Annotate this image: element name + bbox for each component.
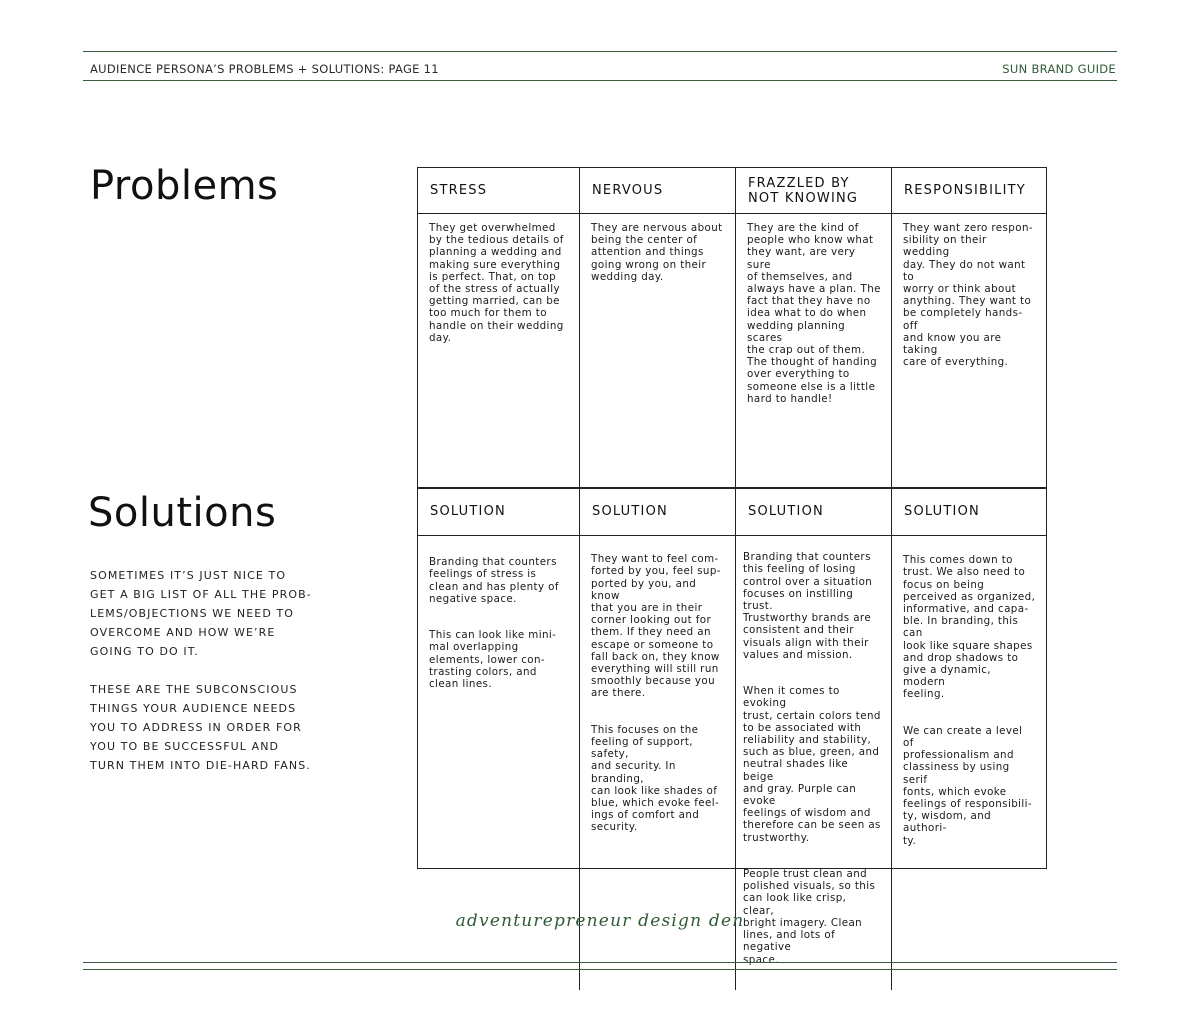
solution-paragraph: Branding that counters feelings of stress is clean and has plenty of negative space. <box>429 556 559 605</box>
footer-bottom-rule <box>83 969 1117 970</box>
problem-text-frazzled: They are the kind of people who know what they want, are very sure of themselves, and always have a plan. The fact that they have no idea what to do when wedding planning scares the crap out of them. The thought of handing over everything to someone else is a little hard to handle! <box>736 214 892 488</box>
solution-paragraph: People trust clean and polished visuals, so this can look like crisp, clear, bright imagery. Clean lines, and lots of negative space. <box>743 868 876 966</box>
header-guide-title: SUN BRAND GUIDE <box>1002 62 1116 76</box>
brand-signature: adventurepreneur design den <box>455 911 745 931</box>
solution-paragraph: This focuses on the feeling of support, safety, and security. In branding, can look like shades of blue, which evoke feel- ings of comfort and security. <box>591 723 720 834</box>
solution-heading: SOLUTION <box>418 488 580 536</box>
problem-heading-stress: STRESS <box>418 168 580 214</box>
problem-text-nervous: They are nervous about being the center of attention and things going wrong on their wedding day. <box>580 214 736 488</box>
problem-text-stress: They get overwhelmed by the tedious details of planning a wedding and making sure everything is perfect. That, on top of the stress of actually getting married, can be too much for them to handle on their wedding day. <box>418 214 580 488</box>
problems-table <box>417 167 1047 489</box>
solutions-intro <box>90 566 330 794</box>
intro-paragraph: SOMETIMES IT’S JUST NICE TO GET A BIG LIST OF ALL THE PROB- LEMS/OBJECTIONS WE NEED TO OVERCOME AND HOW WE’RE GOING TO DO IT. <box>90 569 312 658</box>
header-bottom-rule <box>83 80 1117 81</box>
header-top-rule <box>83 51 1117 52</box>
solution-paragraph: This comes down to trust. We also need to focus on being perceived as organized, informative, and capa- ble. In branding, this can look like square shapes and drop shadows to give a dynamic, modern feeling. <box>903 554 1036 701</box>
problem-text-responsibility: They want zero respon- sibility on their wedding day. They do not want to worry or think about anything. They want to be completely hands-off and know you are taking care of everything. <box>903 222 1033 369</box>
solution-heading: SOLUTION <box>736 488 892 536</box>
solution-paragraph: Branding that counters this feeling of losing control over a situation focuses on instilling trust. Trustworthy brands are consistent and their visuals align with their values and mission. <box>743 551 873 661</box>
footer-top-rule <box>83 962 1117 963</box>
header-section-label: AUDIENCE PERSONA’S PROBLEMS + SOLUTIONS: PAGE 11 <box>90 62 439 76</box>
problem-heading-frazzled: FRAZZLED BY NOT KNOWING <box>736 168 892 214</box>
solutions-title: Solutions <box>88 490 277 536</box>
solution-heading: SOLUTION <box>580 488 736 536</box>
solution-heading: SOLUTION <box>892 488 1046 536</box>
solution-paragraph: We can create a level of professionalism and classiness by using serif fonts, which evoke feelings of responsibili- ty, wisdom, and authori- ty. <box>903 724 1033 847</box>
solution-paragraph: When it comes to evoking trust, certain colors tend to be associated with reliability and stability, such as blue, green, and neutral shades like beige and gray. Purple can evoke feelings of wisdom and therefore can be seen as trustworthy. <box>743 685 881 844</box>
problem-heading-nervous: NERVOUS <box>580 168 736 214</box>
problem-heading-responsibility: RESPONSIBILITY <box>892 168 1046 214</box>
solution-paragraph: This can look like mini- mal overlapping elements, lower con- trasting colors, and clean lines. <box>429 629 557 691</box>
problems-title: Problems <box>90 163 279 209</box>
solution-paragraph: They want to feel com- forted by you, feel sup- ported by you, and know that you are in their corner looking out for them. If they need an escape or someone to fall back on, they know everything will still run smoothly because you are there. <box>591 553 721 700</box>
intro-paragraph: THESE ARE THE SUBCONSCIOUS THINGS YOUR AUDIENCE NEEDS YOU TO ADDRESS IN ORDER FOR YOU TO BE SUCCESSFUL AND TURN THEM INTO DIE-HARD FANS. <box>90 683 311 772</box>
